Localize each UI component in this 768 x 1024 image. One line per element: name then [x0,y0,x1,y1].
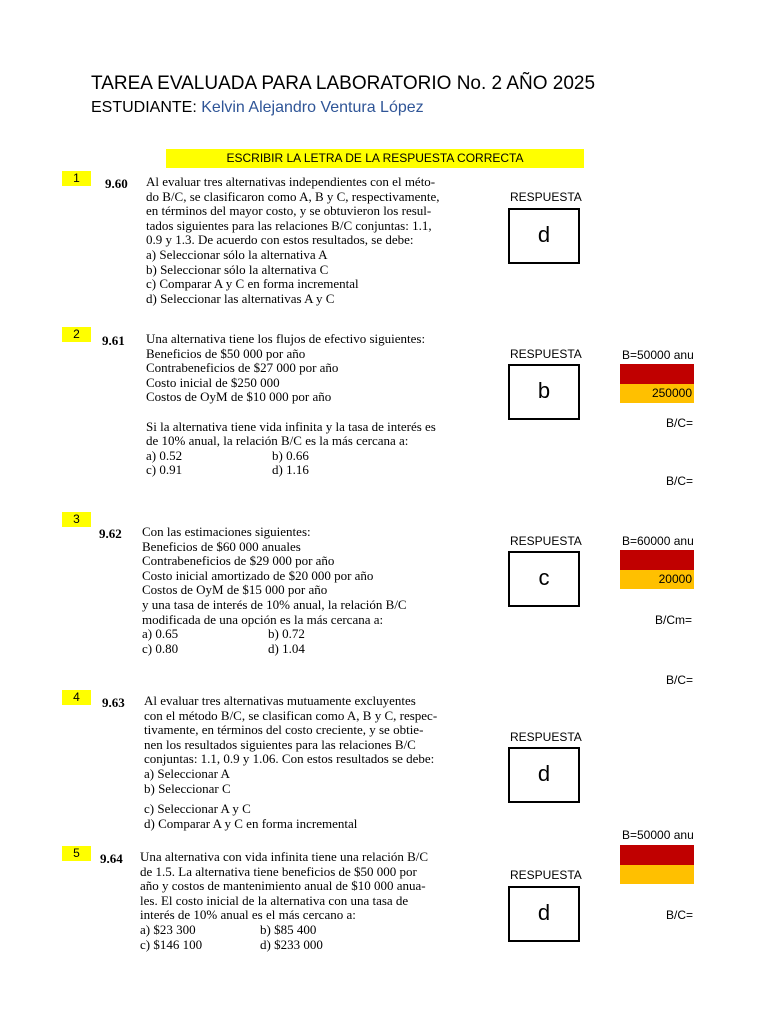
option: c) 0.80 [142,640,179,656]
response-label: RESPUESTA [510,347,582,361]
red-cell [620,845,694,865]
option: b) 0.66 [272,447,309,463]
option-row [146,463,436,478]
question-line: Al evaluar tres alternativas mutuamente excluyentes [144,693,416,708]
question-line: Una alternativa tiene los flujos de efectivo siguientes: [146,331,426,346]
question-code: 9.63 [102,695,125,710]
question-line: tados siguientes para las relaciones B/C conjuntas: 1.1, [146,217,432,233]
student-line [91,99,424,117]
response-label: RESPUESTA [510,534,582,548]
question-line: Si la alternativa tiene vida infinita y la tasa de interés es [146,418,436,434]
question-text [146,332,436,478]
option-row [142,627,407,642]
question-line: Costo inicial de $250 000 [146,374,280,390]
benefit-label: B=50000 anu [622,348,694,362]
bc-ratio-label: B/C= [666,474,694,488]
document-title: TAREA EVALUADA PARA LABORATORIO No. 2 AÑO 2025 [91,73,596,94]
option: a) 0.65 [142,626,179,642]
option-line: c) Comparar A y C en forma incremental [146,276,359,292]
option-row [140,923,428,938]
question-line: Beneficios de $50 000 por año [146,345,306,361]
option: c) $146 100 [140,936,203,952]
benefit-label: B=60000 anu [622,534,694,548]
question-line: Costos de OyM de $10 000 por año [146,389,332,405]
red-cell [620,364,694,384]
response-label: RESPUESTA [510,730,582,744]
question-line: Beneficios de $60 000 anuales [142,538,301,554]
question-code: 9.61 [102,333,125,348]
orange-cell [620,865,694,884]
bc-ratio-label: B/C= [666,673,694,687]
option-row [146,449,436,464]
question-line: Con las estimaciones siguientes: [142,524,311,539]
question-number: 1 [62,171,91,186]
response-label: RESPUESTA [510,868,582,882]
option-line: b) Seleccionar C [144,780,231,796]
question-line: Costos de OyM de $15 000 por año [142,582,328,598]
question-line: Contrabeneficios de $29 000 por año [142,553,335,569]
option: c) 0.91 [146,462,183,478]
question-line: de 10% anual, la relación B/C es la más cercana a: [146,433,409,449]
question-line: modificada de una opción es la más cercana a: [142,611,384,627]
question-text [146,175,440,306]
answer-box[interactable]: d [508,747,580,803]
question-line: conjuntas: 1.1, 0.9 y 1.06. Con estos resultados se debe: [144,751,435,767]
option-line: c) Seleccionar A y C [144,801,251,817]
answer-box[interactable]: c [508,551,580,607]
question-text [142,525,407,656]
option-line: a) Seleccionar A [144,765,230,781]
answer-box[interactable]: d [508,208,580,264]
question-line: les. El costo inicial de la alternativa con una tasa de [140,892,409,908]
question-text [144,694,437,831]
question-line: do B/C, se clasificaron como A, B y C, respectivamente, [146,188,440,204]
question-line: año y costos de mantenimiento anual de $10 000 anua- [140,878,426,894]
question-line: en términos del mayor costo, y se obtuvieron los resul- [146,203,432,219]
instruction-banner: ESCRIBIR LA LETRA DE LA RESPUESTA CORRECTA [166,149,584,168]
student-name: Kelvin Alejandro Ventura López [201,99,424,116]
option: a) 0.52 [146,447,183,463]
option: d) 1.16 [272,462,309,478]
bc-ratio-label: B/C= [666,908,694,922]
question-line: tivamente, en términos del costo creciente, y se obtie- [144,722,424,738]
question-line: interés de 10% anual es el más cercano a: [140,907,356,923]
option-row [142,642,407,657]
option-row [140,938,428,953]
question-line: Al evaluar tres alternativas independientes con el méto- [146,174,436,189]
question-line [146,405,436,420]
option-line: a) Seleccionar sólo la alternativa A [146,246,328,262]
option-line: d) Comparar A y C en forma incremental [144,815,358,831]
benefit-label: B=50000 anu [622,828,694,842]
option: a) $23 300 [140,921,196,937]
question-line: con el método B/C, se clasifican como A, B y C, respec- [144,707,438,723]
question-line: Costo inicial amortizado de $20 000 por año [142,567,374,583]
question-line: nen los resultados siguientes para las relaciones B/C [144,736,416,752]
question-line: de 1.5. La alternativa tiene beneficios de $50 000 por [140,863,417,879]
question-number: 2 [62,327,91,342]
student-label: ESTUDIANTE: [91,99,197,116]
question-line: Contrabeneficios de $27 000 por año [146,360,339,376]
answer-box[interactable]: b [508,364,580,420]
question-number: 5 [62,846,91,861]
question-code: 9.62 [99,526,122,541]
question-code: 9.60 [105,176,128,191]
option: b) 0.72 [268,626,305,642]
orange-cell: 20000 [620,570,694,589]
option: d) $233 000 [260,936,323,952]
orange-cell: 250000 [620,384,694,403]
option: d) 1.04 [268,640,305,656]
red-cell [620,550,694,570]
question-line: y una tasa de interés de 10% anual, la relación B/C [142,596,407,612]
bc-ratio-label: B/C= [666,416,694,430]
question-line: 0.9 y 1.3. De acuerdo con estos resultados, se debe: [146,232,414,248]
option-line: d) Seleccionar las alternativas A y C [146,290,335,306]
option: b) $85 400 [260,921,317,937]
question-code: 9.64 [100,851,123,866]
question-line: Una alternativa con vida infinita tiene una relación B/C [140,849,429,864]
bc-modified-label: B/Cm= [655,613,693,627]
option-line: b) Seleccionar sólo la alternativa C [146,261,329,277]
question-text [140,850,428,952]
question-number: 4 [62,690,91,705]
answer-box[interactable]: d [508,886,580,942]
response-label: RESPUESTA [510,190,582,204]
question-number: 3 [62,512,91,527]
